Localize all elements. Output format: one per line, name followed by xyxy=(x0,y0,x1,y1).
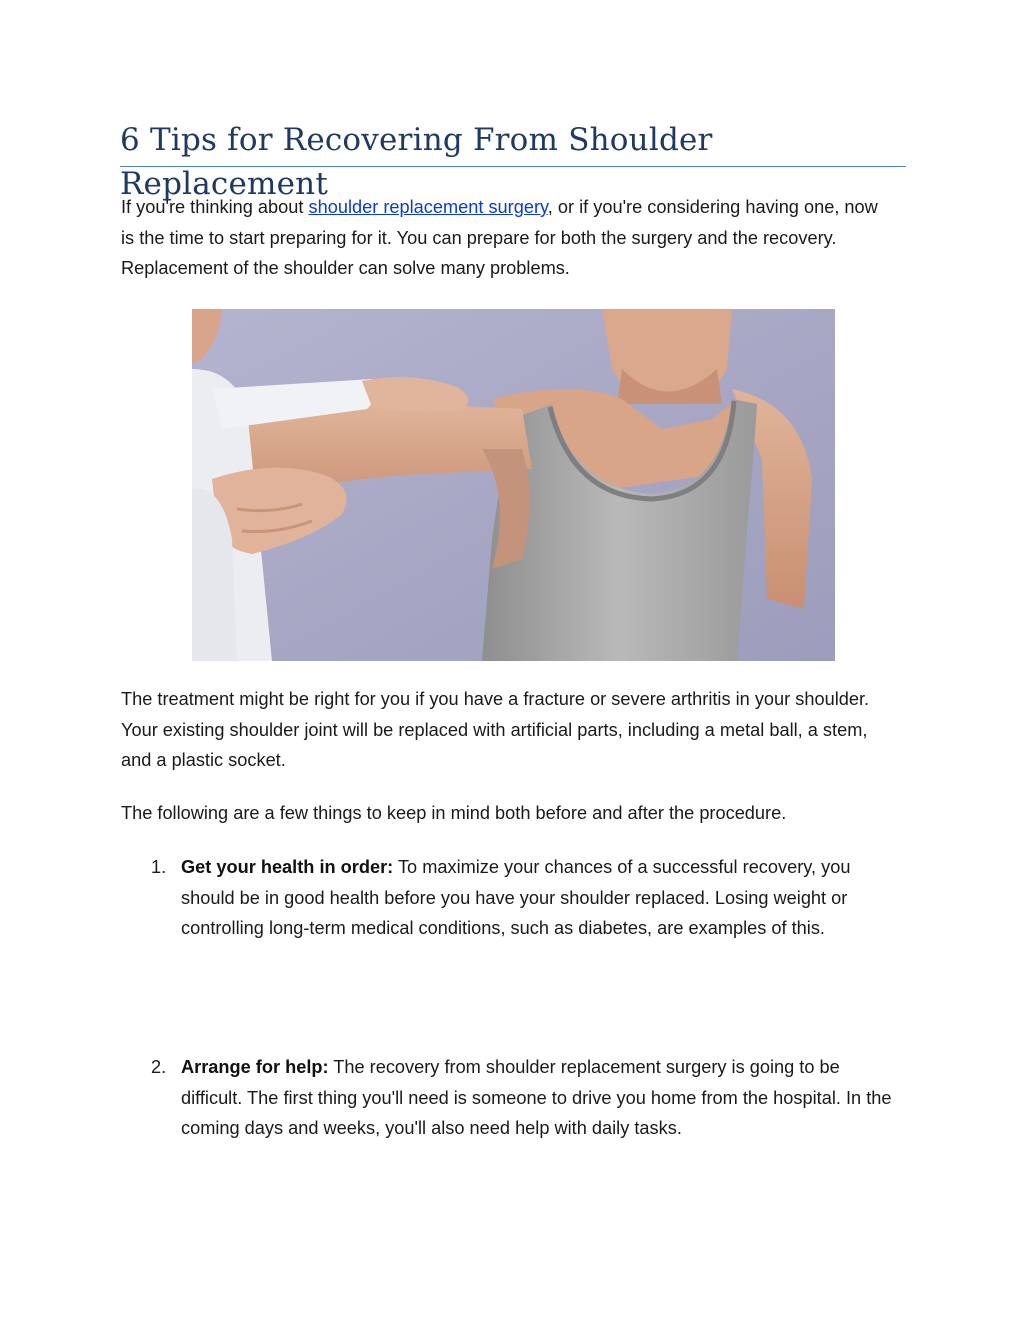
intro-paragraph xyxy=(121,192,891,284)
article-title: 6 Tips for Recovering From Shoulder Replacement xyxy=(120,122,713,202)
tip-heading: Get your health in order: xyxy=(181,857,394,877)
list-item-content xyxy=(181,1052,901,1144)
intro-text-before: If you're thinking about xyxy=(121,197,309,217)
shoulder-surgery-link[interactable]: shoulder replacement surgery xyxy=(308,197,548,217)
tip-text: To maximize your chances of a successful recovery, you should be in good health before you have your shoulder replaced. Losing weight or controlling long-term medical conditions, such as diabetes, are examples of this. xyxy=(181,857,851,938)
list-item-number: 1. xyxy=(151,857,167,877)
shoulder-examination-photo xyxy=(192,309,835,661)
intro-text-after: , or if you're considering having one, now is the time to start preparing for it. You can prepare for both the surgery and the recovery. Replacement of the shoulder can solve many problems. xyxy=(121,197,878,278)
list-item-content xyxy=(181,852,901,944)
list-item-number: 2. xyxy=(151,1057,167,1077)
treatment-paragraph: The treatment might be right for you if you have a fracture or severe arthritis in your shoulder. Your existing shoulder joint will be replaced with artificial parts, including a metal ball, a stem, and a plastic socket. xyxy=(121,689,870,770)
following-paragraph: The following are a few things to keep in mind both before and after the procedure. xyxy=(121,803,787,823)
tip-heading: Arrange for help: xyxy=(181,1057,329,1077)
tip-text: The recovery from shoulder replacement surgery is going to be difficult. The first thing you'll need is someone to drive you home from the hospital. In the coming days and weeks, you'll also need help with daily tasks. xyxy=(181,1057,892,1138)
title-underline xyxy=(120,166,906,167)
